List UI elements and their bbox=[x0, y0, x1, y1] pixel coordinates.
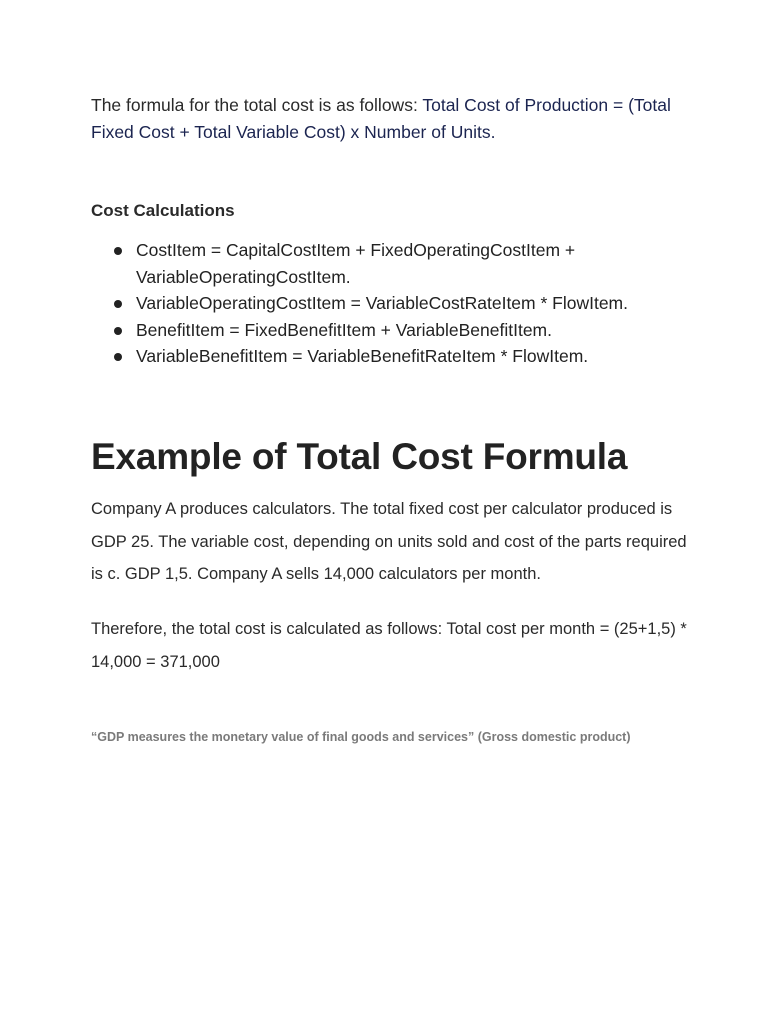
list-item bbox=[91, 237, 691, 290]
list-item bbox=[91, 290, 691, 317]
bullet-icon bbox=[114, 247, 122, 255]
list-item-text: BenefitItem = FixedBenefitItem + VariableBenefitItem. bbox=[136, 319, 553, 340]
bullet-icon bbox=[114, 353, 122, 361]
cost-calculations-list bbox=[91, 237, 691, 370]
cost-calculations-heading: Cost Calculations bbox=[91, 201, 235, 220]
intro-lead-text: The formula for the total cost is as follows: bbox=[91, 95, 423, 115]
example-title: Example of Total Cost Formula bbox=[91, 436, 628, 477]
intro-paragraph bbox=[91, 92, 691, 146]
list-item bbox=[91, 343, 691, 370]
list-item-text: VariableOperatingCostItem = VariableCostRateItem * FlowItem. bbox=[136, 293, 628, 313]
gdp-quote: “GDP measures the monetary value of final goods and services” (Gross domestic product) bbox=[91, 730, 631, 744]
example-paragraph: Company A produces calculators. The total fixed cost per calculator produced is GDP 25. The variable cost, depending on units sold and cost of the parts required is c. GDP 1,5. Company A sells 14,000 calculators per month. bbox=[91, 500, 687, 583]
bullet-icon bbox=[114, 327, 122, 335]
list-item-text: VariableBenefitItem = VariableBenefitRateItem * FlowItem. bbox=[136, 346, 589, 366]
bullet-icon bbox=[114, 300, 122, 308]
list-item bbox=[91, 317, 691, 344]
total-cost-formula: Total Cost of Production = (Total Fixed Cost + Total Variable Cost) x Number of Units. bbox=[91, 95, 671, 142]
list-item-text: CostItem = CapitalCostItem + FixedOperatingCostItem + VariableOperatingCostItem. bbox=[136, 240, 576, 287]
calculation-paragraph: Therefore, the total cost is calculated as follows: Total cost per month = (25+1,5) * 14,000 = 371,000 bbox=[91, 620, 687, 671]
